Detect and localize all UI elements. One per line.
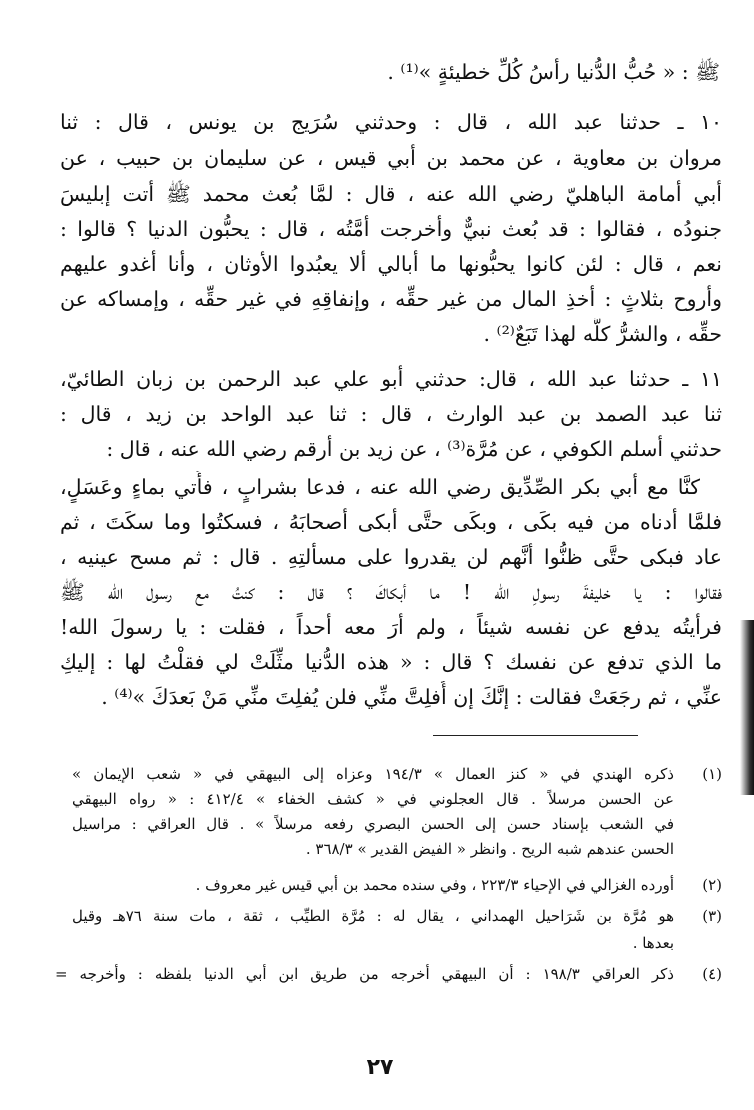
body-line: فلمَّا أدناه من فيه بكَى ، وبكَى حتَّى أبكى أصحابَهُ ، فسكتُوا وما سكَتَ ، ثم [60, 510, 722, 534]
footnote-line: عن الحسن مرسلاً . قال العجلوني في « كشف الخفاء » ٤١٢/٤ : « رواه البيهقي [72, 790, 674, 808]
body-line: مروان بن معاوية ، عن محمد بن أبي قيس ، عن سليمان بن حبيب ، عن [60, 146, 722, 170]
footnote-line: أورده الغزالي في الإحياء ٢٢٣/٣ ، وفي سنده محمد بن أبي قيس غير معروف . [195, 876, 674, 894]
body-line: ١١ ـ حدثنا عبد الله ، قال: حدثني أبو علي عبد الرحمن بن زبان الطائيّ، [60, 367, 722, 391]
body-line: جنودُه ، فقالوا : قد بُعث نبيٌّ وأخرجت أمَّتُه ، قال : يحبُّون الدنيا ؟ قالوا : [60, 217, 722, 241]
body-line: فقالوا : يا خليفةَ رسولِ الله ! ما أبكاكَ ؟ قال : كنتُ مع رسول الله ﷺ [60, 580, 722, 604]
footnote-line: الحسن عندهم شبه الريح . وانظر « الفيض القدير » ٣٦٨/٣ . [305, 840, 674, 858]
footnote-line: ذكره الهندي في « كنز العمال » ١٩٤/٣ وعزاه إلى البيهقي في « شعب الإيمان » [72, 765, 674, 783]
scan-edge-shadow [740, 620, 754, 795]
footnote-number: (١) [702, 765, 722, 783]
body-line: أبي أمامة الباهليّ رضي الله عنه ، قال : لمَّا بُعث محمد ﷺ أتت إبليسَ [60, 182, 722, 206]
body-line: عنِّي ، ثم رجَعَتْ فقالت : إنَّكَ إن أُفلِتَّ منِّي فلن يُفلِتَ منِّي مَنْ بَعدَكَ »⁽⁴⁾ . [101, 685, 722, 709]
footnote-line: في الشعب بإسناد حسن إلى الحسن البصري رفعه مرسلاً » . قال العراقي : مراسيل [72, 815, 674, 833]
body-line: ١٠ ـ حدثنا عبد الله ، قال : وحدثني سُرَيج بن يونس ، قال : ثنا [60, 110, 722, 134]
body-line: حدثني أسلم الكوفي ، عن مُرَّة⁽³⁾ ، عن زيد بن أرقم رضي الله عنه ، قال : [106, 437, 722, 461]
body-line: كنَّا مع أبي بكر الصِّدِّيق رضي الله عنه ، فدعا بشرابٍ ، فأُتي بماءٍ وعَسَلٍ، [60, 475, 700, 499]
footnote-number: (٣) [702, 907, 722, 925]
body-line: نعم ، قال : لئن كانوا يحبُّونها ما أبالي ألا يعبُدوا الأوثان ، وأنا أغدو عليهم [60, 252, 722, 276]
page-number: ٢٧ [366, 1055, 394, 1080]
footnote-line: ذكر العراقي ١٩٨/٣ : أن البيهقي أخرجه من طريق ابن أبي الدنيا بلفظه : وأخرجه = [55, 965, 674, 983]
footnote-line: هو مُرَّة بن شَرَاحيل الهمداني ، يقال له : مُرَّة الطيِّب ، ثقة ، مات سنة ٧٦هـ وقيل [72, 907, 674, 925]
body-line: ﷺ : « حُبُّ الدُّنيا رأسُ كُلِّ خطيئةٍ »⁽¹⁾ . [387, 60, 720, 84]
body-line: عاد فبكى حتَّى ظنُّوا أنَّهم لن يقدروا على مسألتِهِ . قال : ثم مسح عينيه ، [60, 545, 722, 569]
footnote-number: (٢) [702, 876, 722, 894]
body-line: وأروح بثلاثٍ : أخذِ المال من غير حقِّه ، وإنفاقِهِ في غير حقِّه ، وإمساكه عن [60, 287, 722, 311]
body-line: ثنا عبد الصمد بن عبد الوارث ، قال : ثنا عبد الواحد بن زيد ، قال : [60, 402, 722, 426]
body-line: فرأيتُه يدفع عن نفسه شيئاً ، ولم أرَ معه أحداً ، فقلت : يا رسولَ الله! [60, 615, 722, 639]
footnote-line: بعدها . [632, 934, 674, 952]
body-line: حقِّه ، والشرُّ كلُّه لهذا تَبَعٌ⁽²⁾ . [483, 322, 722, 346]
footnote-separator [433, 735, 638, 736]
body-line: ما الذي تدفع عن نفسك ؟ قال : « هذه الدُّنيا مثِّلَتْ لي فقلْتُ لها : إليكِ [60, 650, 722, 674]
footnote-number: (٤) [702, 965, 722, 983]
